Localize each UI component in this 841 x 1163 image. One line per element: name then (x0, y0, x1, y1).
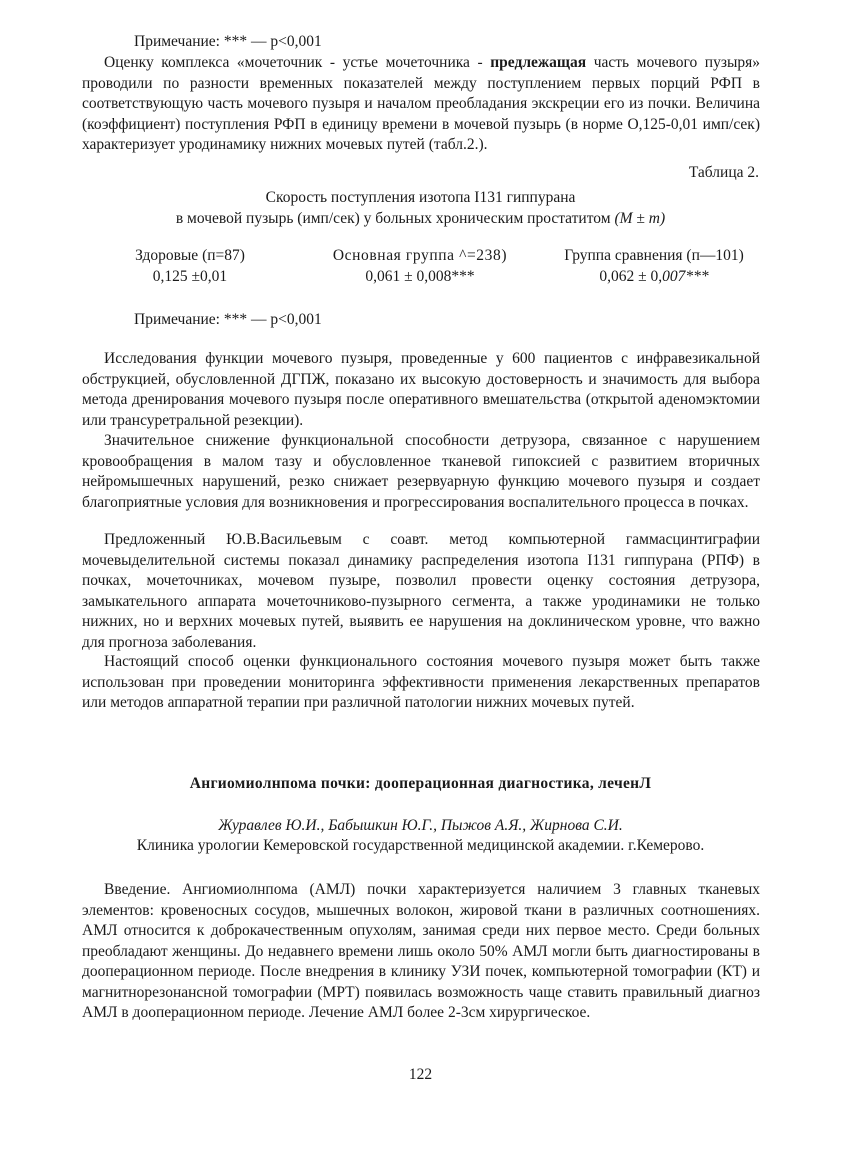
table-column-header: Группа сравнения (п—101) (564, 247, 744, 264)
table-value-text: 0,125 ±0,01 (152, 268, 228, 285)
table-value-text: 0,061 ± 0,008*** (365, 268, 475, 285)
paragraph-bladder-study (82, 349, 760, 431)
article-affiliation: Клиника урологии Кемеровской государственной медицинской академии. г.Кемерово. (136, 837, 705, 854)
paragraph-text: Предложенный Ю.В.Васильевым с соавт. метод компьютерной гаммасцинтиграфии мочевыделительной системы показал динамику распределения изотопа I131 гиппурана (РПФ) в почках, мочеточниках, мочевом пузыре, позволил провести оценку состояния детрузора, замыкательного аппарата мочеточниково-пузырного сегмента, а также уродинамики не только нижних, но и верхних мочевых путей, выявить ее нарушения на доклиническом уровне, что важно для прогноза заболевания. (82, 531, 760, 651)
table-value-italic: 007*** (662, 268, 709, 285)
table-label: Таблица 2. (688, 164, 759, 181)
note-top: Примечание: *** — р<0,001 (134, 33, 322, 50)
table-column-value (310, 266, 530, 287)
page-number: 122 (408, 1066, 433, 1083)
paragraph-gammascintigraphy (82, 530, 760, 653)
urodynamics-bold-term: предлежащая (490, 54, 587, 71)
table-title-line-1: Скорость поступления изотопа I131 гиппурана (265, 189, 576, 206)
article-title: Ангиомиолнпома почки: дооперационная диагностика, леченЛ (189, 775, 652, 792)
urodynamics-text-end: часть мочевого пузыря» проводили по разности временных показателей между поступлением первых порций РФП в соответствующую часть мочевого пузыря и началом преобладания экскреции его из почки. Величина (коэффициент) поступления РФП в единицу времени в мочевой пузырь (в норме О,125-0,01 имп/сек) характеризует уродинамику нижних мочевых путей (табл.2.). (82, 54, 760, 153)
table-title-line-2 (0, 208, 841, 229)
table-column-main-group (310, 245, 530, 287)
table-column-value (110, 266, 270, 287)
table-value-text: 0,062 ± 0, (599, 268, 663, 285)
table-column-header: Здоровые (п=87) (135, 247, 245, 264)
table-column-value (548, 266, 760, 287)
paragraph-monitoring (82, 652, 760, 714)
article-introduction (82, 880, 760, 1024)
paragraph-detrusor (82, 431, 760, 513)
table-note: Примечание: *** — р<0,001 (134, 311, 322, 328)
table-title-line-2-text: в мочевой пузырь (имп/сек) у больных хроническим простатитом (175, 210, 611, 227)
article-authors: Журавлев Ю.И., Бабышкин Ю.Г., Пыжов А.Я., Жирнова С.И. (218, 817, 623, 834)
paragraph-text: Настоящий способ оценки функционального состояния мочевого пузыря может быть также использован при проведении мониторинга эффективности применения лекарственных препаратов или методов аппаратной терапии при различной патологии нижних мочевых путей. (82, 653, 760, 711)
table-column-comparison-group (548, 245, 760, 287)
paragraph-urodynamics (82, 53, 760, 156)
urodynamics-text-start: Оценку комплекса «мочеточник - устье мочеточника - (104, 54, 491, 71)
paragraph-text: Значительное снижение функциональной способности детрузора, связанное с нарушением кровообращения в малом тазу и обусловленное тканевой гипоксией с развитием вторичных нейромышечных нарушений, резко снижает резервуарную функцию мочевого пузыря и создает благоприятные условия для возникновения и прогрессирования воспалительного процесса в почках. (82, 432, 760, 511)
table-column-header: Основная группа ^=238) (332, 247, 508, 264)
table-column-healthy (110, 245, 270, 287)
paragraph-text: Введение. Ангиомиолнпома (АМЛ) почки характеризуется наличием 3 главных тканевых элементов: кровеносных сосудов, мышечных волокон, жировой ткани в различных соотношениях. АМЛ относится к доброкачественным опухолям, занимая среди них первое место. Среди больных преобладают женщины. До недавнего времени лишь около 50% АМЛ могли быть диагностированы в дооперационном периоде. После внедрения в клинику УЗИ почек, компьютерной томографии (КТ) и магнитнорезонансной томографии (МРТ) появилась возможность чаще ставить правильный диагноз АМЛ в дооперационном периоде. Лечение АМЛ более 2-3см хирургическое. (82, 881, 760, 1021)
table-title (0, 187, 841, 229)
paragraph-text: Исследования функции мочевого пузыря, проведенные у 600 пациентов с инфравезикальной обструкцией, обусловленной ДГПЖ, показано их высокую достоверность и значимость для выбора метода дренирования мочевого пузыря после оперативного вмешательства (открытой аденомэктомии или трансуретральной резекции). (82, 350, 760, 429)
table-title-stat: (М ± m) (614, 210, 666, 227)
